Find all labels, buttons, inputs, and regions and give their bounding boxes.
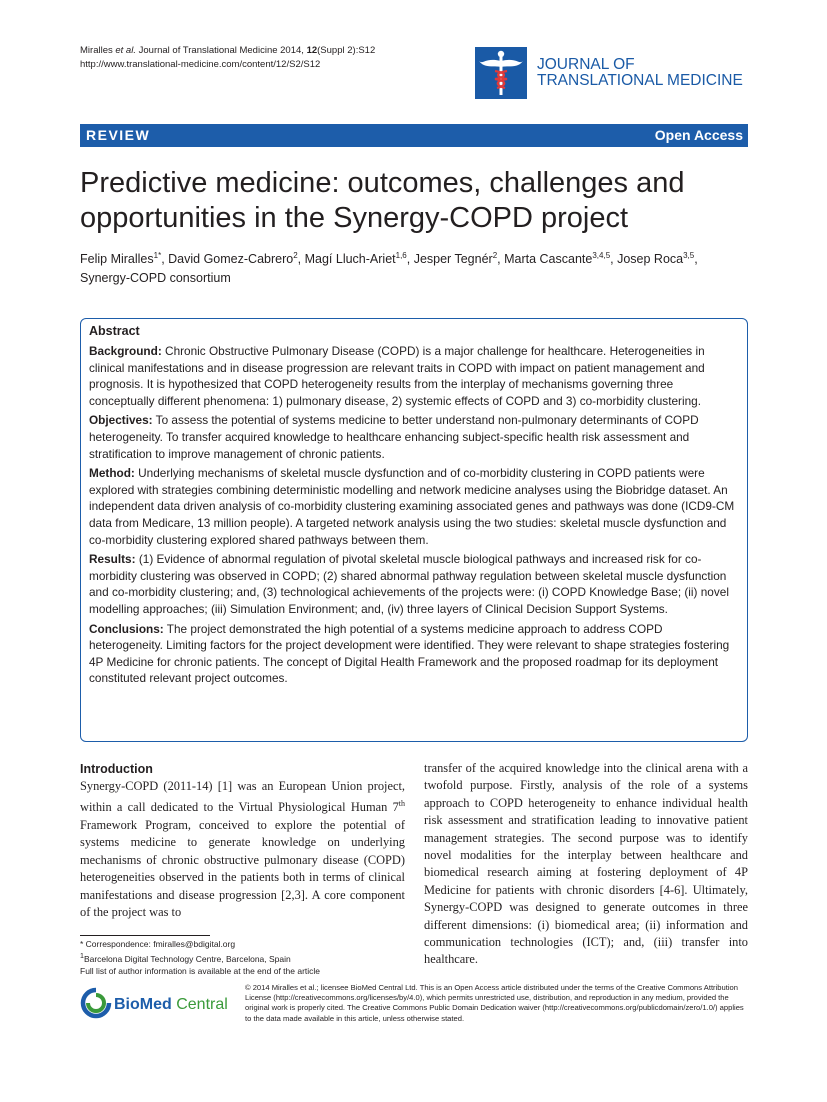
article-type-label: REVIEW <box>86 127 151 143</box>
abstract-objectives: Objectives: To assess the potential of systems medicine to better understand non-pulmonary determinants of COPD heterogeneity. To transfer acquired knowledge to healthcare enhancing subject-specific health risk assessment and stratification to improve management of chronic patients. <box>89 413 699 461</box>
affiliation: $^1$Barcelona Digital Technology Centre, Barcelona, Spain <box>80 952 291 964</box>
abstract-conclusions: Conclusions: The project demonstrated the high potential of a systems medicine approach to address COPD heterogeneity. Limiting factors for the project development were identified. They were relevant to shape strategies fostering 4P Medicine for chronic patients. The concept of Digital Health Framework and the proposed roadmap for its deployment constituted relevant project outcomes. <box>89 621 730 686</box>
author-list: Felip Miralles$^{1*}$, David Gomez-Cabrero$^2$, Magí Lluch-Ariet$^{1,6}$, Jesper Tegnér$^2$, Marta Cascante$^{3,4,5}$, Josep Roca$^{3,5}$, Synergy-COPD consortium <box>80 251 698 286</box>
article-url[interactable]: http://www.translational-medicine.com/content/12/S2/S12 <box>80 59 321 70</box>
open-access-label: Open Access <box>654 127 743 143</box>
footnotes <box>80 938 405 977</box>
author[interactable]: Synergy-COPD consortium <box>80 271 231 286</box>
author[interactable]: Magí Lluch-Ariet <box>304 252 396 267</box>
citation-header: Miralles et al. Journal of Translational Medicine 2014, 12(Suppl 2):S12 http://www.translational-medicine.com/content/12/S2/S12 <box>80 45 376 70</box>
abstract-heading: Abstract <box>89 324 140 338</box>
article-type-banner <box>80 124 748 147</box>
biomed-central-logo[interactable] <box>80 987 240 1019</box>
author[interactable]: Marta Cascante <box>504 252 593 267</box>
svg-text:BioMed Central: BioMed Central <box>114 996 228 1013</box>
author[interactable]: Josep Roca <box>617 252 684 267</box>
full-author-info-note: Full list of author information is available at the end of the article <box>80 965 321 976</box>
abstract-box <box>80 318 748 742</box>
author[interactable]: David Gomez-Cabrero <box>168 252 294 267</box>
correspondence-email[interactable]: * Correspondence: fmiralles@bdigital.org <box>80 939 236 949</box>
abstract-background: Background: Chronic Obstructive Pulmonary Disease (COPD) is a major challenge for healthcare. Heterogeneities in clinical manifestations and in disease progression are relevant traits in COPD with impact on patient management and prognosis. It is hypothesized that COPD heterogeneity results from the interplay of mechanisms governing three conceptually different phenomena: 1) pulmonary disease, 2) systemic effects of COPD and 3) co-morbidity clustering. <box>89 344 705 408</box>
footnote-divider <box>80 935 210 936</box>
abstract-results: Results: (1) Evidence of abnormal regulation of pivotal skeletal muscle biological pathways and increased risk for co-morbidity clustering was observed in COPD; (2) shared abnormal pathway regulation between skeletal muscle dysfunction and co-morbidity clustering; and, (3) technological achievements of the projects were: (i) COPD Knowledge Base; (ii) novel modelling approaches; (iii) Simulation Environment; and, (iv) three layers of Clinical Decision Support Systems. <box>89 552 729 616</box>
body-column-right: transfer of the acquired knowledge into the clinical arena with a twofold purpose. Firstly, analysis of the role of a systems approach to COPD heterogeneity to enhance individual health risk assessment and stratification leading to innovative patient management strategies. The second purpose was to identify novel modalities for the interplay between healthcare and biomedical research aiming at fostering deployment of 4P Medicine for patients with chronic disorders [4-6]. Ultimately, Synergy-COPD was designed to generate outcomes in three different dimensions: (i) biomedical area; (ii) information and communication technologies (ICT); and, (iii) transfer into healthcare. <box>424 761 748 967</box>
body-column-left: Synergy-COPD (2011-14) [1] was an European Union project, within a call dedicated to the Virtual Physiological Human 7th Framework Program, conceived to explore the potential of systems medicine to generate knowledge on underlying mechanisms of chronic obstructive pulmonary disease (COPD) heterogeneities observed in the patients both in terms of clinical manifestations and disease progression [2,3]. A core component of the project was to <box>80 779 405 919</box>
article-title: Predictive medicine: outcomes, challenges and opportunities in the Synergy-COPD project <box>80 167 685 234</box>
journal-caduceus-logo <box>475 47 527 99</box>
license-text: © 2014 Miralles et al.; licensee BioMed Central Ltd. This is an Open Access article distributed under the terms of the Creative Commons Attribution License (http://creativecommons.org/licenses/by/4.0), which permits unrestricted use, distribution, and reproduction in any medium, provided the original work is properly cited. The Creative Commons Public Domain Dedication waiver (http://creativecommons.org/publicdomain/zero/1.0/) applies to the data made available in this article, unless otherwise stated. <box>245 983 744 1023</box>
author[interactable]: Jesper Tegnér <box>413 252 493 267</box>
introduction-heading: Introduction <box>80 762 153 776</box>
journal-name: JOURNAL OF TRANSLATIONAL MEDICINE <box>537 56 743 89</box>
abstract-method: Method: Underlying mechanisms of skeletal muscle dysfunction and of co-morbidity clustering in COPD patients were explored with strategies combining deterministic modelling and network medicine analyses using the Biobridge dataset. An independent data driven analysis of co-morbidity clustering examining associated genes and pathways was done (ICD9-CM data from Medicare, 13 million people). A targeted network analysis using the two studies: skeletal muscle dysfunction and co-morbidity clustering explored shared pathways between them. <box>89 466 735 547</box>
author[interactable]: Felip Miralles <box>80 252 154 267</box>
